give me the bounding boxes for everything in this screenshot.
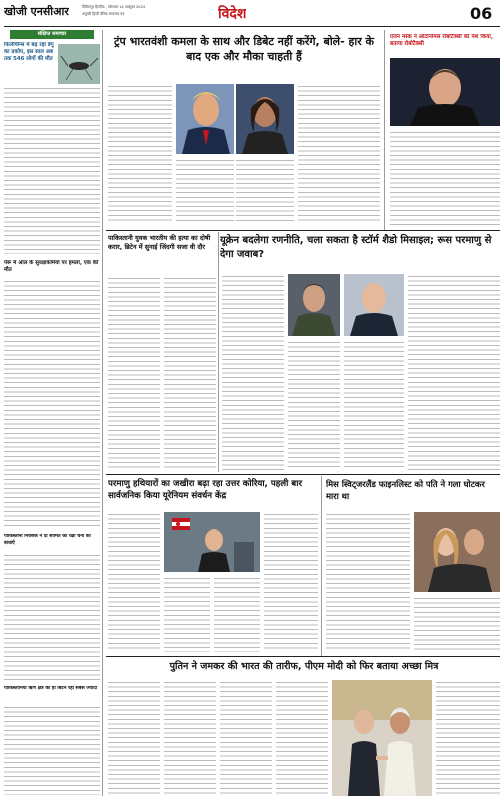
musk-headline: एलन मस्क ने ऑटोनॉमस रोबोटैक्सी को पेश किया, बताया रोबोटैक्सी [390,34,493,47]
trump-photo [176,84,234,154]
rule-2 [106,474,500,475]
korea-headline: परमाणु हथियारों का जखीरा बढ़ा रहा उत्तर कोरिया, पहली बार सार्वजनिक किया यूरेनियम संवर्धन केंद्र [108,479,302,501]
sidebar-story1-body [4,86,100,254]
sidebar-story4-body [4,705,100,795]
lead-col1 [108,84,172,224]
lead-headline: ट्रंप भारतवंशी कमला के साथ और डिबेट नहीं करेंगे, बोले- हार के बाद एक और मौका चाहती हैं [113,35,375,63]
pak-col1 [108,276,160,470]
miss-col2 [414,596,500,652]
putin-photo-1 [344,274,404,336]
pak-headline: पाकिस्तानी युवक भारतीय की हत्या का दोषी करार, ब्रिटेन में सुनाई जिंदगी सजा वी दौर [108,234,211,251]
rule-1 [106,230,500,231]
sidebar-story4-title: पाकिस्तानियों ऋण क्षेत्र का हो बिटेन रहा सबसे ज्यादा [4,686,97,691]
korea-photo [164,512,260,572]
musk-body [390,130,500,226]
mosquito-photo [58,44,100,84]
ukraine-col3 [344,340,404,470]
sidebar-story2-body [4,279,100,529]
section-title: विदेश [218,6,247,22]
robotaxi-photo [390,58,500,126]
miss-headline: मिस स्विट्जरलैंड फाइनलिस्ट को पति ने गला घोटकर मारा था [326,479,485,501]
rule-3 [106,656,500,657]
date-line: विमिलपुर हिन्दीक , सोमवार 14 अक्टूबर 2024 [82,5,146,9]
sub-line: अनुवरी हिन्दी दैनिक समाचार पत्र [82,12,125,16]
putin-modi-photo [332,680,432,796]
putin-headline: पुतिन ने जमकर की भारत की तारीफ, पीएम मोदी को फिर बताया अच्छा मित्र [169,661,439,672]
miss-photo [414,512,500,592]
miss-col1 [326,512,410,652]
paper-name: खोजी एनसीआर [4,5,69,18]
putin-col4 [276,680,328,796]
ukraine-headline: यूक्रेन बदलेगा रणनीति, चला सकता है स्टॉर्म शैडो मिसाइल; रूस परमाणु से देगा जवाब? [220,235,492,260]
putin-col1 [108,680,160,796]
page-number: 06 [470,4,493,23]
kamala-photo [236,84,294,154]
masthead-rule [4,26,500,27]
masthead [0,0,504,28]
pak-col2 [164,276,216,470]
pak-divider [218,232,219,472]
lead-divider [384,30,385,230]
lead-col2 [176,158,234,224]
sidebar-tag: संक्षिप्त समाचार [10,30,94,39]
sidebar-story1-title: फिलीपीन्स में बढ़ रहा डेंगू का प्रकोप, इस साल अब तक 546 लोगों की मौत [4,42,54,62]
putin-col2 [164,680,216,796]
korea-col4 [264,512,318,652]
putin-col3 [220,680,272,796]
ukraine-col1 [222,274,284,470]
korea-col3 [214,576,260,652]
korea-col2 [164,576,210,652]
sidebar-story3-body [4,553,100,681]
zelensky-photo [288,274,340,336]
korea-divider [321,476,322,656]
putin-col5 [436,680,500,796]
sidebar-divider [102,30,103,796]
lead-col3 [236,158,294,224]
sidebar [4,30,100,796]
sidebar-story3-title: पाकिस्तानी निवेशक ने दी सीमित की रक्षा चैनी को बाधाएँ [4,534,91,546]
lead-col4 [298,84,380,224]
ukraine-col2 [288,340,340,470]
ukraine-col4 [408,274,500,470]
sidebar-story2-title: पेरू में ओल के सुरक्षाकर्मियों पर हमला, एक की मौत [4,260,99,273]
korea-col1 [108,512,160,652]
